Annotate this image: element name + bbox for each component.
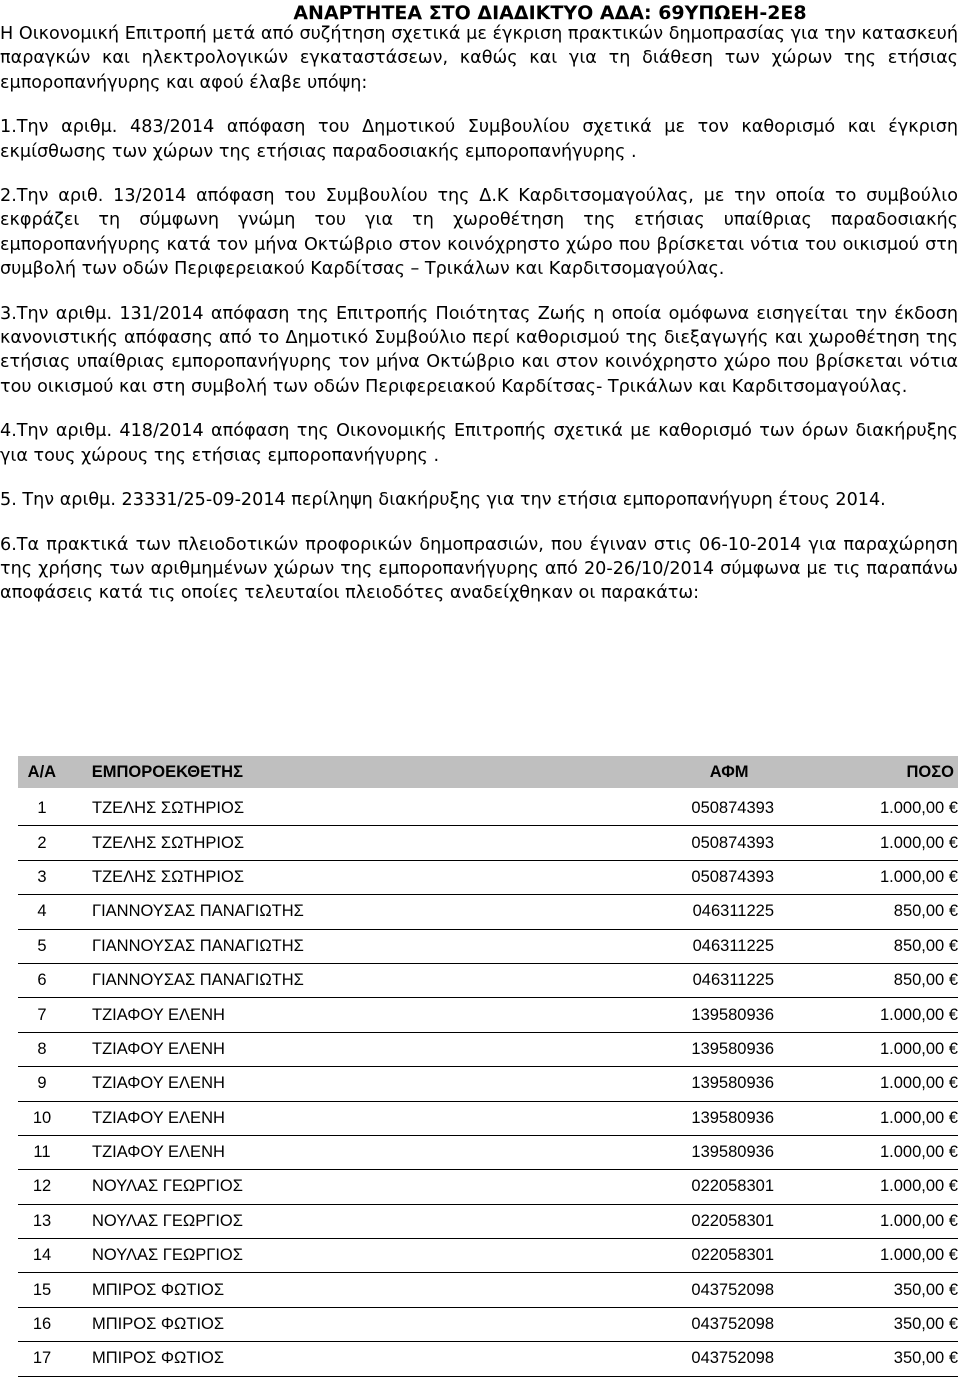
cell-amount: 1.000,00 € [880,1211,958,1230]
cell-afm: 043752098 [691,1349,774,1368]
cell-amount: 350,00 € [893,1280,958,1299]
cell-amount: 350,00 € [893,1349,958,1368]
document-body [0,22,958,606]
cell-afm: 139580936 [691,1108,774,1127]
cell-amount: 850,00 € [893,902,958,921]
cell-amount: 1.000,00 € [880,1108,958,1127]
cell-amount: 1.000,00 € [880,1074,958,1093]
cell-name: ΜΠΙΡΟΣ ΦΩΤΙΟΣ [92,1315,225,1334]
cell-afm: 139580936 [691,1143,774,1162]
table-row [18,826,958,860]
header-amount: ΠΟΣΟ [906,762,954,781]
table-row [18,1067,958,1101]
table-row [18,1308,958,1342]
item-4-paragraph: 4.Την αριθμ. 418/2014 απόφαση της Οικονομικής Επιτροπής σχετικά με καθορισμό των όρων διακήρυξης για τους χώρους της ετήσιας εμποροπανήγυρης . [0,421,958,466]
cell-no: 9 [37,1074,47,1093]
item-5-paragraph: 5. Την αριθμ. 23331/25-09-2014 περίληψη διακήρυξης για την ετήσια εμποροπανήγυρη έτους 2014. [0,490,886,511]
table-header-row [18,756,958,788]
cell-amount: 1.000,00 € [880,1039,958,1058]
cell-no: 1 [37,799,47,818]
table-row [18,1102,958,1136]
cell-amount: 1.000,00 € [880,833,958,852]
cell-name: ΤΖΙΑΦΟΥ ΕΛΕΝΗ [92,1005,225,1024]
cell-no: 13 [32,1211,52,1230]
cell-name: ΤΖΙΑΦΟΥ ΕΛΕΝΗ [92,1143,225,1162]
cell-no: 5 [37,936,47,955]
cell-afm: 139580936 [691,1039,774,1058]
cell-no: 12 [32,1177,52,1196]
cell-name: ΤΖΙΑΦΟΥ ΕΛΕΝΗ [92,1074,225,1093]
cell-amount: 1.000,00 € [880,1177,958,1196]
item-6-paragraph: 6.Τα πρακτικά των πλειοδοτικών προφορικών δημοπρασιών, που έγιναν στις 06-10-2014 για παραχώρηση της χρήσης των αριθμημένων χώρων της εμποροπανήγυρης από 20-26/10/2014 σύμφωνα με τις παραπάνω αποφάσεις κατά τις οποίες τελευταίοι πλειοδότες αναδείχθηκαν οι παρακάτω: [0,534,958,604]
table-row [18,1136,958,1170]
cell-afm: 046311225 [692,971,774,990]
table-row [18,1170,958,1204]
item-3-paragraph: 3.Την αριθμ. 131/2014 απόφαση της Επιτροπής Ποιότητας Ζωής η οποία ομόφωνα εισηγείται την έκδοση κανονιστικής απόφασης από το Δημοτικό Συμβούλιο περί καθορισμού της διεξαγωγής και χωροθέτηση της ετήσιας υπαίθριας εμποροπανήγυρης τον μήνα Οκτώβριο και στον κοινόχρηστο χώρο που βρίσκεται νότια του οικισμού και στη συμβολή των οδών Περιφερειακού Καρδίτσας- Τρικάλων και Καρδιτσομαγούλας. [0,303,958,397]
cell-name: ΤΖΕΛΗΣ ΣΩΤΗΡΙΟΣ [92,799,245,818]
cell-amount: 850,00 € [893,936,958,955]
table-row [18,1273,958,1307]
table-row [18,998,958,1032]
cell-name: ΓΙΑΝΝΟΥΣΑΣ ΠΑΝΑΓΙΩΤΗΣ [92,902,304,921]
cell-no: 14 [32,1246,52,1265]
cell-no: 3 [37,867,47,886]
cell-name: ΤΖΙΑΦΟΥ ΕΛΕΝΗ [92,1108,225,1127]
cell-no: 4 [37,902,47,921]
cell-name: ΤΖΙΑΦΟΥ ΕΛΕΝΗ [92,1039,225,1058]
bidders-table [18,756,958,1377]
cell-name: ΝΟΥΛΑΣ ΓΕΩΡΓΙΟΣ [92,1177,243,1196]
table-row [18,1033,958,1067]
table-row [18,861,958,895]
table-row [18,1342,958,1376]
cell-name: ΤΖΕΛΗΣ ΣΩΤΗΡΙΟΣ [92,867,245,886]
cell-amount: 1.000,00 € [880,867,958,886]
cell-afm: 139580936 [691,1074,774,1093]
cell-afm: 139580936 [691,1005,774,1024]
table-body [18,792,958,1377]
cell-afm: 050874393 [691,799,774,818]
table-row [18,895,958,929]
cell-afm: 046311225 [692,936,774,955]
document-header: ΑΝΑΡΤΗΤΕΑ ΣΤΟ ΔΙΑΔΙΚΤΥΟ ΑΔΑ: 69ΥΠΩΕΗ-2Ε8 [293,2,807,24]
cell-no: 16 [32,1315,52,1334]
cell-no: 2 [37,833,47,852]
cell-no: 8 [37,1039,47,1058]
cell-afm: 022058301 [691,1211,774,1230]
cell-amount: 1.000,00 € [880,1246,958,1265]
cell-afm: 046311225 [692,902,774,921]
table-row [18,930,958,964]
header-no: Α/Α [27,762,57,781]
cell-no: 7 [37,1005,47,1024]
cell-no: 6 [37,971,47,990]
cell-afm: 050874393 [691,867,774,886]
cell-name: ΜΠΙΡΟΣ ΦΩΤΙΟΣ [92,1349,225,1368]
cell-no: 17 [32,1349,52,1368]
cell-amount: 1.000,00 € [880,1143,958,1162]
item-2-paragraph: 2.Την αριθ. 13/2014 απόφαση του Συμβουλίου της Δ.Κ Καρδιτσομαγούλας, με την οποία το συμβούλιο εκφράζει τη σύμφωνη γνώμη του για τη χωροθέτηση της ετήσιας υπαίθριας παραδοσιακής εμποροπανήγυρης κατά τον μήνα Οκτώβριο στον κοινόχρηστο χώρο που βρίσκεται νότια του οικισμού στη συμβολή των οδών Περιφερειακού Καρδίτσας – Τρικάλων και Καρδιτσομαγούλας. [0,186,958,280]
cell-no: 10 [32,1108,52,1127]
cell-name: ΝΟΥΛΑΣ ΓΕΩΡΓΙΟΣ [92,1211,243,1230]
cell-amount: 850,00 € [893,971,958,990]
cell-amount: 1.000,00 € [880,1005,958,1024]
intro-paragraph: Η Οικονομική Επιτροπή μετά από συζήτηση σχετικά με έγκριση πρακτικών δημοπρασίας για την κατασκευή παραγκών και ηλεκτρολογικών εγκαταστάσεων, καθώς και για τη διάθεση των χώρων της ετήσιας εμποροπανήγυρης και αφού έλαβε υπόψη: [0,24,958,93]
cell-afm: 022058301 [691,1246,774,1265]
cell-name: ΓΙΑΝΝΟΥΣΑΣ ΠΑΝΑΓΙΩΤΗΣ [92,936,304,955]
cell-no: 11 [33,1143,51,1162]
table-row [18,1239,958,1273]
table-row [18,964,958,998]
cell-name: ΓΙΑΝΝΟΥΣΑΣ ΠΑΝΑΓΙΩΤΗΣ [92,971,304,990]
cell-amount: 1.000,00 € [880,799,958,818]
table-row [18,792,958,826]
cell-name: ΤΖΕΛΗΣ ΣΩΤΗΡΙΟΣ [92,833,245,852]
cell-name: ΜΠΙΡΟΣ ΦΩΤΙΟΣ [92,1280,225,1299]
table-row [18,1205,958,1239]
cell-afm: 022058301 [691,1177,774,1196]
cell-name: ΝΟΥΛΑΣ ΓΕΩΡΓΙΟΣ [92,1246,243,1265]
cell-afm: 050874393 [691,833,774,852]
cell-afm: 043752098 [691,1315,774,1334]
cell-afm: 043752098 [691,1280,774,1299]
header-name: ΕΜΠΟΡΟΕΚΘΕΤΗΣ [91,762,243,781]
item-1-paragraph: 1.Την αριθμ. 483/2014 απόφαση του Δημοτικού Συμβουλίου σχετικά με τον καθορισμό και έγκριση εκμίσθωσης των χώρων της ετήσιας παραδοσιακής εμποροπανήγυρης . [0,117,958,162]
cell-no: 15 [32,1280,52,1299]
cell-amount: 350,00 € [893,1315,958,1334]
header-afm: ΑΦΜ [709,762,749,781]
